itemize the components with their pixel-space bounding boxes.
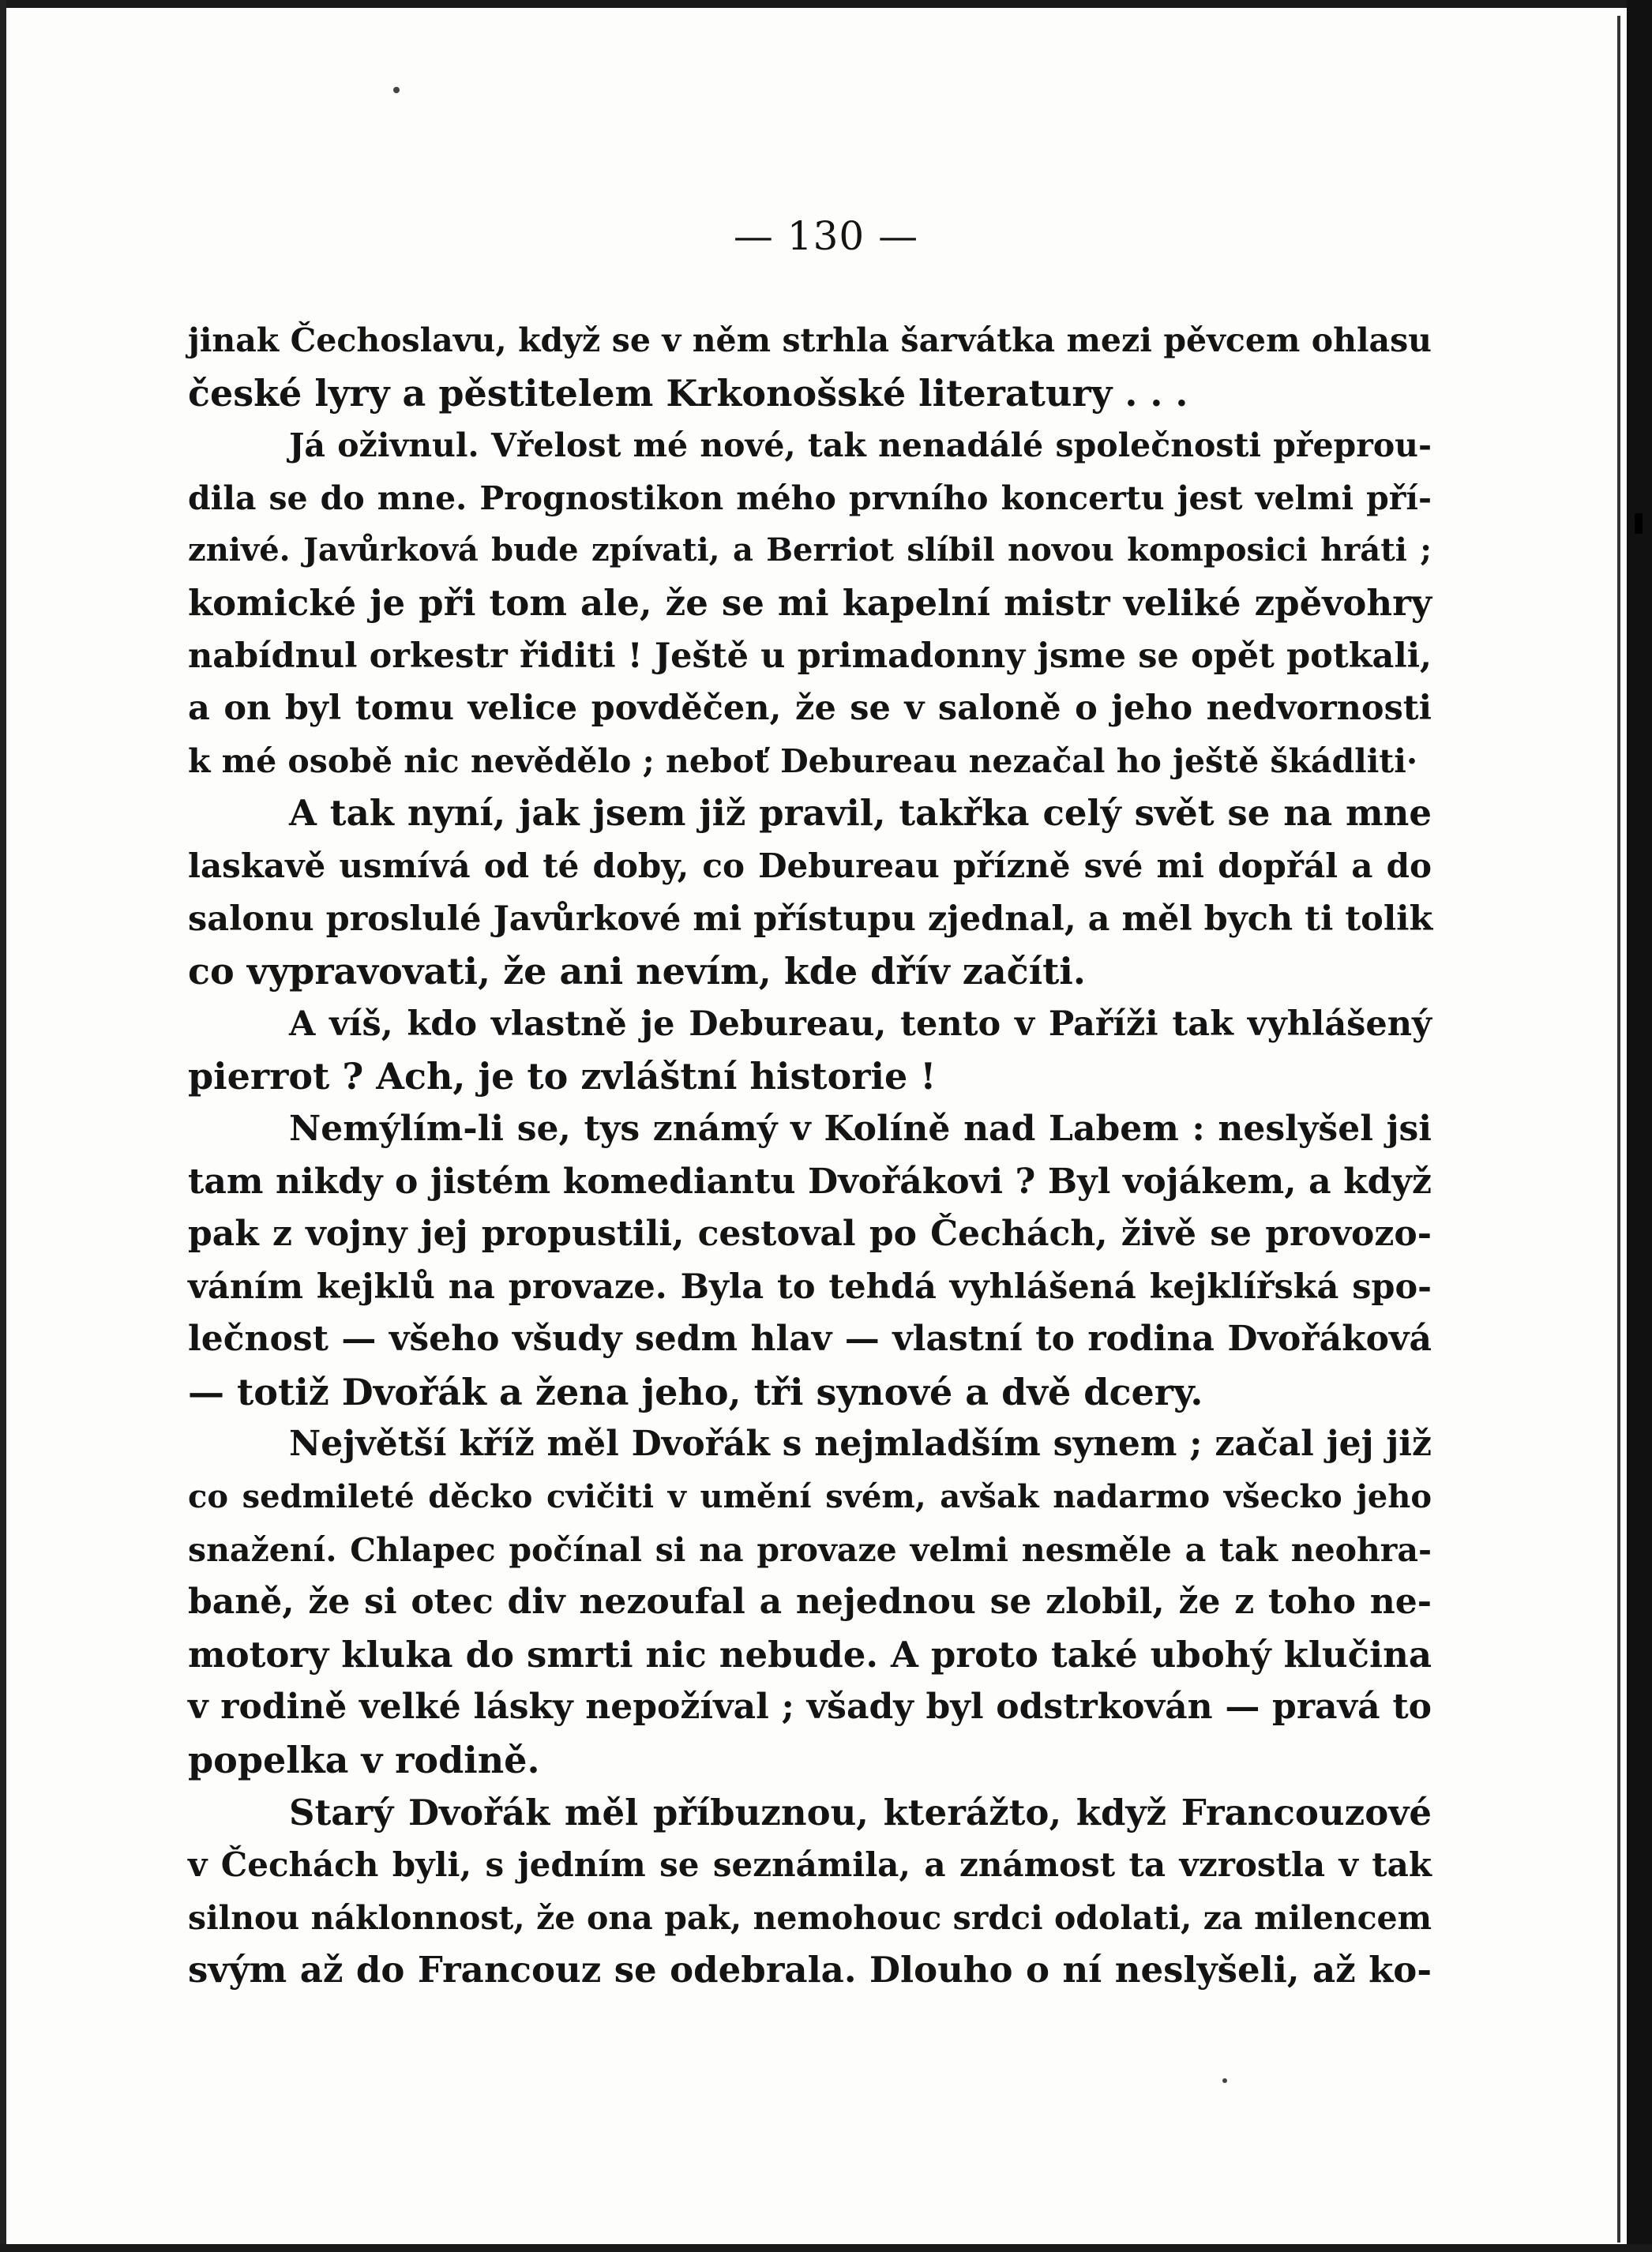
text-line: Největší kříž měl Dvořák s nejmladším synem ; začal jej již — [289, 1424, 1432, 1465]
text-line: motory kluka do smrti nic nebude. A proto také ubohý klučina — [188, 1633, 1432, 1676]
text-line: komické je při tom ale, že se mi kapelní mistr veliké zpěvohry — [188, 581, 1432, 624]
text-line: svým až do Francouz se odebrala. Dlouho o ní neslyšeli, až ko- — [188, 1949, 1432, 1991]
scan-speck — [1222, 2078, 1227, 2083]
text-line: váním kejklů na provaze. Byla to tehdá vyhlášená kejklířská spo- — [188, 1267, 1432, 1307]
paragraph — [188, 1787, 1432, 1997]
text-line: popelka v rodině. — [188, 1739, 540, 1782]
text-line: snažení. Chlapec počínal si na provaze velmi nesměle a tak neohra- — [188, 1530, 1432, 1569]
text-line: pak z vojny jej propustili, cestoval po Čechách, živě se provozo- — [188, 1214, 1432, 1255]
text-line: A víš, kdo vlastně je Debureau, tento v Paříži tak vyhlášený — [289, 1004, 1432, 1044]
text-line: a on byl tomu velice povděčen, že se v saloně o jeho nedvornosti — [188, 689, 1432, 729]
text-line: Starý Dvořák měl příbuznou, kterážto, když Francouzové — [289, 1791, 1432, 1834]
text-line: co vypravovati, že ani nevím, kde dřív začíti. — [188, 950, 1086, 993]
text-line: tam nikdy o jistém komediantu Dvořákovi ? Byl vojákem, a když — [188, 1161, 1432, 1202]
paragraph — [188, 419, 1432, 787]
page-number: — 130 — — [733, 213, 919, 259]
paragraph — [188, 1103, 1432, 1419]
text-line: v rodině velké lásky nepožíval ; všady byl odstrkován — pravá to — [188, 1687, 1432, 1728]
text-line: silnou náklonnost, že ona pak, nemohouc srdci odolati, za milencem — [188, 1898, 1432, 1937]
text-line: pierrot ? Ach, je to zvláštní historie ! — [188, 1055, 937, 1098]
scan-edge-right — [1627, 0, 1652, 2252]
paragraph — [188, 1418, 1432, 1786]
text-line: laskavě usmívá od té doby, co Debureau přízně své mi dopřál a do — [188, 846, 1432, 885]
paragraph — [188, 998, 1432, 1103]
text-line: — totiž Dvořák a žena jeho, tři synové a dvě dcery. — [188, 1370, 1203, 1413]
text-line: nabídnul orkestr řiditi ! Ještě u primadonny jsme se opět potkali, — [188, 636, 1432, 676]
text-line: jinak Čechoslavu, když se v něm strhla šarvátka mezi pěvcem ohlasu — [188, 321, 1432, 359]
scan-edge-bottom — [0, 2244, 1652, 2252]
text-line: co sedmileté děcko cvičiti v umění svém, avšak nadarmo všecko jeho — [188, 1478, 1432, 1516]
scan-edge-right-line — [1617, 16, 1620, 2243]
body-text — [188, 314, 1432, 1997]
text-line: Nemýlím-li se, tys známý v Kolíně nad Labem : neslyšel jsi — [289, 1108, 1432, 1149]
scan-speck — [393, 87, 400, 93]
text-line: A tak nyní, jak jsem již pravil, takřka celý svět se na mne — [289, 792, 1432, 835]
paragraph — [188, 314, 1432, 419]
paragraph — [188, 787, 1432, 997]
scan-speck — [1635, 513, 1643, 534]
text-line: české lyry a pěstitelem Krkonošské literatury . . . — [188, 371, 1188, 415]
text-line: k mé osobě nic nevědělo ; neboť Debureau nezačal ho ještě škádliti· — [188, 741, 1418, 780]
text-line: baně, že si otec div nezoufal a nejednou se zlobil, že z toho ne- — [188, 1582, 1432, 1623]
text-line: Já oživnul. Vřelost mé nové, tak nenadálé společnosti přeprou- — [289, 426, 1432, 465]
text-line: salonu proslulé Javůrkové mi přístupu zjednal, a měl bych ti tolik — [188, 899, 1433, 939]
scan-edge-top — [0, 0, 1652, 8]
text-line: lečnost — všeho všudy sedm hlav — vlastní to rodina Dvořáková — [188, 1319, 1432, 1360]
text-line: v Čechách byli, s jedním se seznámila, a známost ta vzrostla v tak — [188, 1845, 1432, 1885]
text-line: dila se do mne. Prognostikon mého prvního koncertu jest velmi pří- — [188, 479, 1432, 517]
text-line: znivé. Javůrková bude zpívati, a Berriot slíbil novou komposici hráti ; — [188, 531, 1432, 569]
scan-edge-left — [0, 0, 6, 2252]
